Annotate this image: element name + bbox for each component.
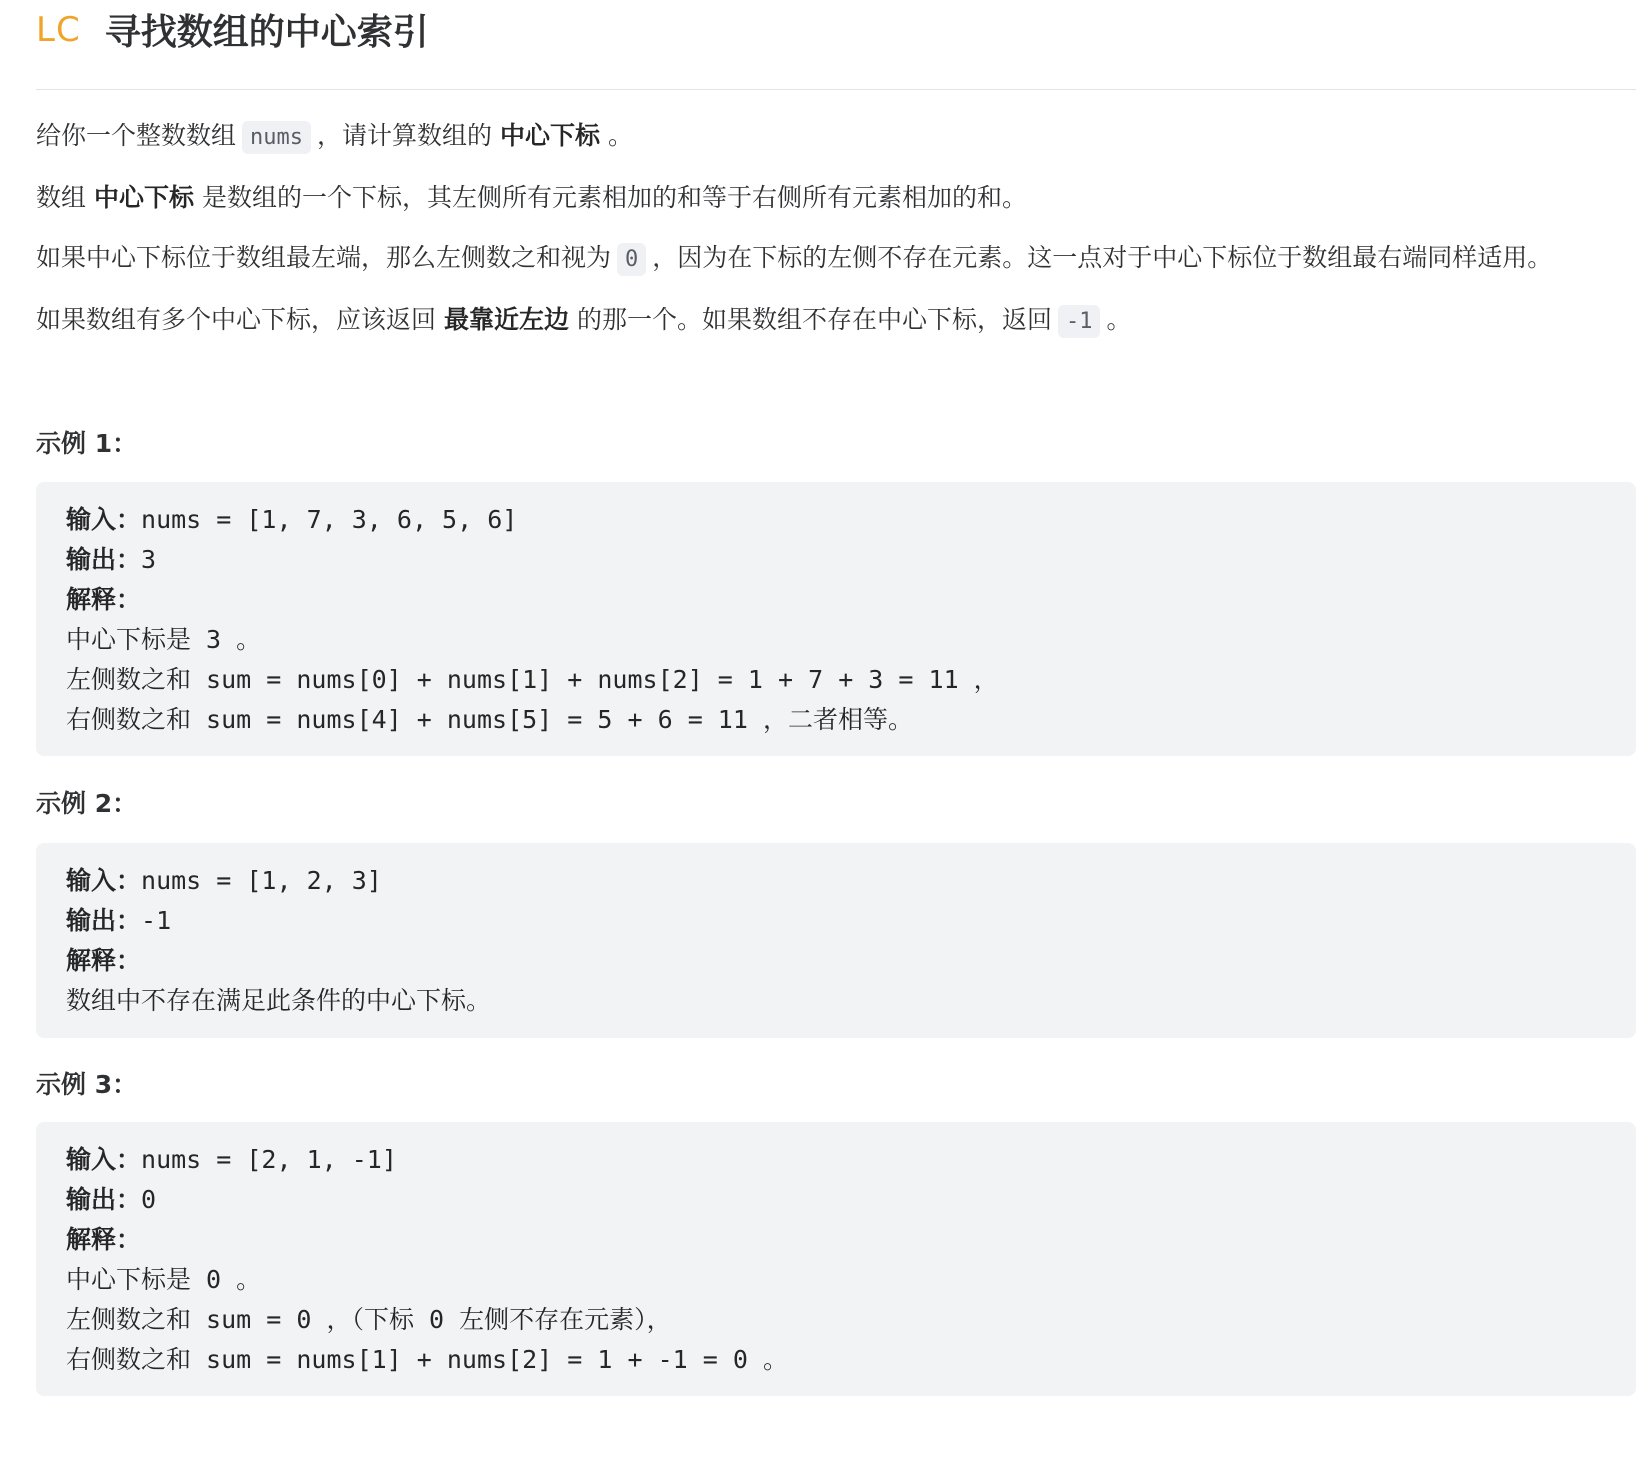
example-input-line [66, 500, 1606, 540]
output-value: 3 [141, 545, 157, 574]
explain-label: 解释： [66, 946, 142, 975]
explain-line: 中心下标是 3 。 [66, 625, 262, 654]
text: 如果中心下标位于数组最左端，那么左侧数之和视为 [36, 243, 612, 272]
output-label: 输出： [66, 1185, 142, 1214]
input-label: 输入： [66, 1145, 142, 1174]
example-output-line [66, 540, 1606, 580]
bold-text: 最靠近左边 [443, 305, 569, 334]
output-label: 输出： [66, 545, 142, 574]
input-label: 输入： [66, 866, 142, 895]
description-paragraph-1 [36, 118, 633, 156]
text: 是数组的一个下标，其左侧所有元素相加的和等于右侧所有元素相加的和。 [201, 183, 1027, 212]
example-2-title: 示例 2： [36, 789, 138, 818]
output-value: -1 [141, 906, 172, 935]
problem-title: 寻找数组的中心索引 [104, 12, 429, 53]
text: 。 [607, 121, 633, 150]
inline-code-zero: 0 [617, 243, 646, 276]
example-3-title: 示例 3： [36, 1070, 138, 1099]
problem-page [36, 0, 1636, 1374]
description-paragraph-2 [36, 180, 1027, 216]
description-paragraph-3 [36, 240, 1552, 278]
output-label: 输出： [66, 906, 142, 935]
explain-label: 解释： [66, 585, 142, 614]
explain-line: 中心下标是 0 。 [66, 1265, 262, 1294]
problem-header [36, 0, 1636, 90]
explain-label: 解释： [66, 1225, 142, 1254]
example-output-line [66, 901, 1606, 941]
input-value: nums = [2, 1, -1] [141, 1145, 397, 1174]
bold-text: 中心下标 [93, 183, 194, 212]
explain-line: 右侧数之和 sum = nums[4] + nums[5] = 5 + 6 = 11 ，二者相等。 [66, 705, 913, 734]
text: 的那一个。如果数组不存在中心下标，返回 [576, 305, 1052, 334]
text: ，因为在下标的左侧不存在元素。这一点对于中心下标位于数组最右端同样适用。 [652, 243, 1553, 272]
input-label: 输入： [66, 505, 142, 534]
text: 数组 [36, 183, 87, 212]
input-value: nums = [1, 2, 3] [141, 866, 382, 895]
example-3-box [36, 1122, 1636, 1396]
explain-line: 左侧数之和 sum = nums[0] + nums[1] + nums[2] = 1 + 7 + 3 = 11 ， [66, 665, 999, 694]
description-paragraph-4 [36, 302, 1131, 340]
explain-line: 右侧数之和 sum = nums[1] + nums[2] = 1 + -1 = 0 。 [66, 1345, 788, 1374]
inline-code-nums: nums [242, 121, 311, 154]
example-output-line [66, 1180, 1606, 1220]
example-input-line [66, 1140, 1606, 1180]
leetcode-logo[interactable]: LC [36, 9, 81, 50]
example-input-line [66, 861, 1606, 901]
example-explain-label [66, 580, 1606, 620]
inline-code-minus-one: -1 [1058, 305, 1101, 338]
example-2-box [36, 843, 1636, 1038]
text: ，请计算数组的 [317, 121, 493, 150]
input-value: nums = [1, 7, 3, 6, 5, 6] [141, 505, 518, 534]
example-explain-label [66, 941, 1606, 981]
example-1-title: 示例 1： [36, 429, 138, 458]
example-explain-label [66, 1220, 1606, 1260]
text: 如果数组有多个中心下标，应该返回 [36, 305, 437, 334]
bold-text: 中心下标 [499, 121, 600, 150]
example-1-box [36, 482, 1636, 756]
text: 。 [1106, 305, 1132, 334]
output-value: 0 [141, 1185, 157, 1214]
text: 给你一个整数数组 [36, 121, 237, 150]
explain-line: 数组中不存在满足此条件的中心下标。 [66, 986, 492, 1015]
explain-line: 左侧数之和 sum = 0 ，（下标 0 左侧不存在元素）， [66, 1305, 672, 1334]
